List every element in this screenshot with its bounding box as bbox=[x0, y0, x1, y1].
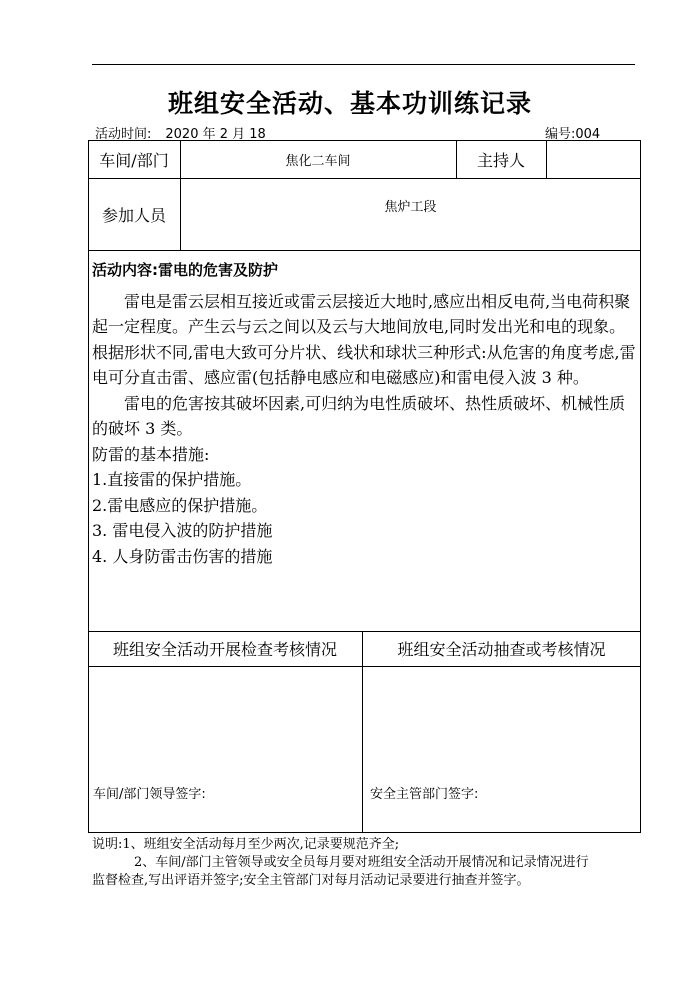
activity-paragraph: 雷电的危害按其破坏因素,可归纳为电性质破坏、热性质破坏、机械性质的破坏 3 类。 bbox=[92, 393, 626, 438]
review-left-title: 班组安全活动开展检查考核情况 bbox=[112, 640, 337, 659]
activity-paragraph: 雷电是雷云层相互接近或雷云层接近大地时,感应出相反电荷,当电荷积聚起一定程度。产生云与云之间以及云与大地间放电,同时发出光和电的现象。根据形状不同,雷电大致可分片状、线状和球状三种形式:从危害的角度考虑,雷电可分直击雷、感应雷(包括静电感应和电磁感应)和雷电侵入波 3 种。 bbox=[92, 291, 636, 387]
participants-label: 参加人员 bbox=[101, 205, 166, 225]
record-number: 编号:004 bbox=[545, 127, 601, 142]
note-line: 2、车间/部门主管领导或安全员每月要对班组安全活动开展情况和记录情况进行 bbox=[134, 855, 589, 870]
review-right-title: 班组安全活动抽查或考核情况 bbox=[397, 640, 606, 659]
host-label: 主持人 bbox=[476, 150, 525, 170]
dept-value: 焦化二车间 bbox=[285, 153, 351, 169]
measure-item: 3. 雷电侵入波的防护措施 bbox=[92, 521, 273, 540]
activity-time-label: 活动时间: bbox=[95, 127, 152, 142]
page-title: 班组安全活动、基本功训练记录 bbox=[167, 89, 532, 118]
dept-label: 车间/部门 bbox=[99, 150, 169, 170]
note-line: 说明:1、班组安全活动每月至少两次,记录要规范齐全; bbox=[92, 837, 400, 852]
measure-item: 2.雷电感应的保护措施。 bbox=[92, 495, 268, 515]
activity-heading: 活动内容:雷电的危害及防护 bbox=[92, 261, 278, 279]
measure-item: 1.直接雷的保护措施。 bbox=[92, 470, 252, 489]
note-line: 监督检查,写出评语并签字;安全主管部门对每月活动记录要进行抽查并签字。 bbox=[92, 873, 530, 888]
activity-content bbox=[92, 258, 637, 569]
host-value bbox=[546, 140, 641, 178]
row-divider-2 bbox=[88, 250, 641, 251]
notes bbox=[92, 836, 652, 890]
measures-title: 防雷的基本措施: bbox=[92, 444, 210, 464]
row-divider-4 bbox=[88, 666, 641, 667]
review-left-sign: 车间/部门领导签字: bbox=[93, 787, 206, 802]
top-rule bbox=[92, 64, 635, 65]
measure-item: 4. 人身防雷击伤害的措施 bbox=[92, 546, 273, 566]
review-right-sign: 安全主管部门签字: bbox=[370, 787, 479, 802]
activity-time-value: 2020 年 2 月 18 bbox=[165, 127, 266, 142]
participants-value: 焦炉工段 bbox=[384, 200, 437, 215]
